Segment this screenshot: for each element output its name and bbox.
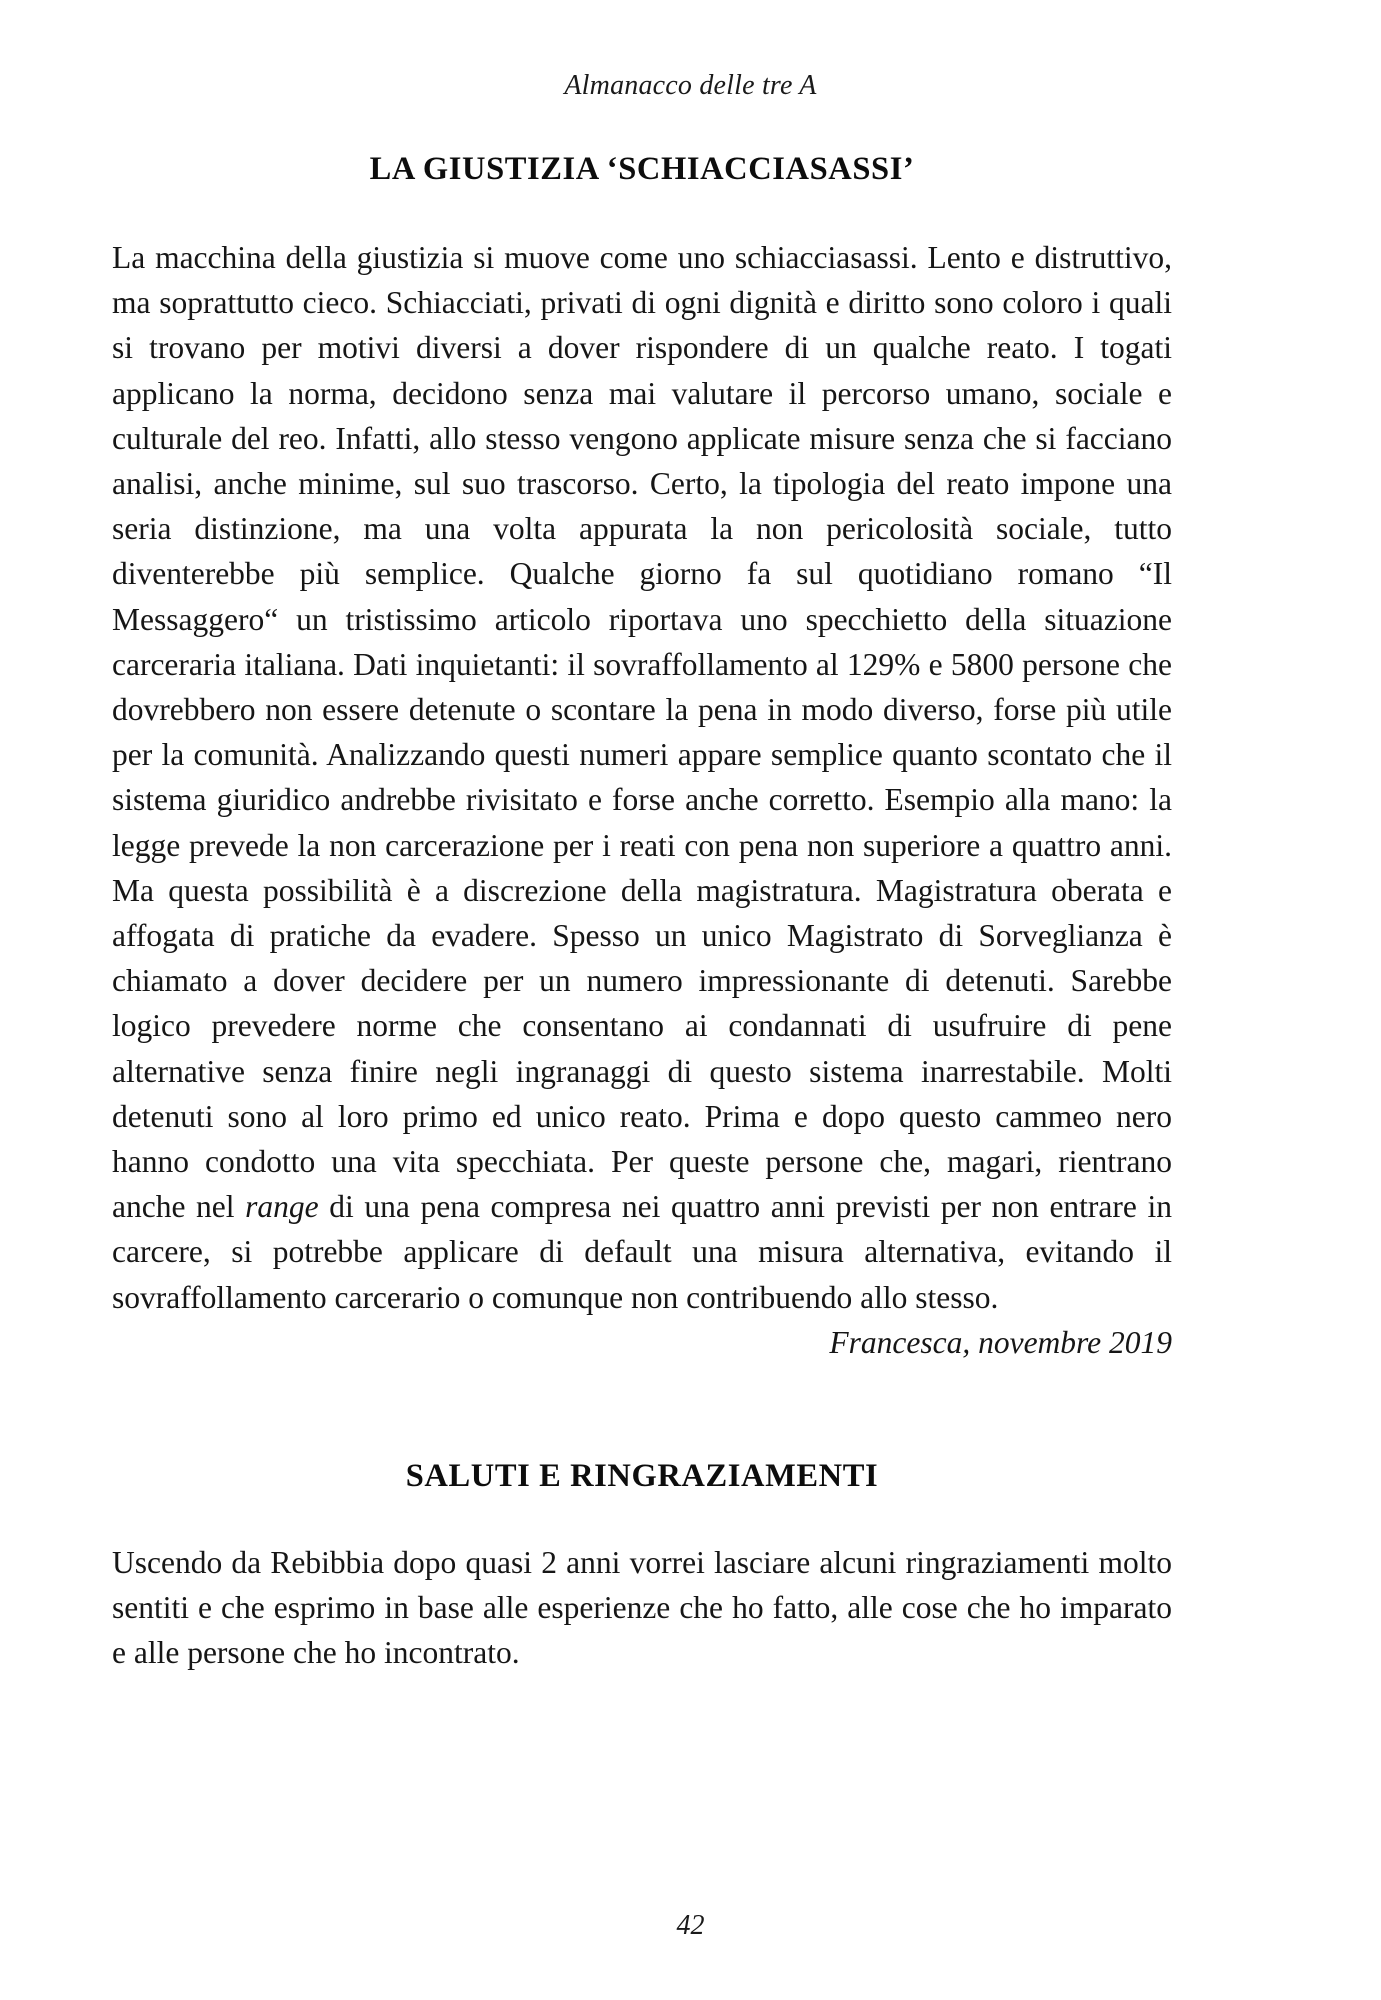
article-body-saluti: Uscendo da Rebibbia dopo quasi 2 anni vorrei lasciare alcuni ringraziamenti molto sentiti e che esprimo in base alle esperienze che ho fatto, alle cose che ho imparato e alle persone che ho incontrato. bbox=[112, 1545, 1172, 1671]
article-signature: Francesca, novembre 2019 bbox=[829, 1324, 1172, 1360]
article-body-lead: La macchina della giustizia si muove come uno schiacciasassi. Lento e distruttivo, ma soprattutto cieco. Schiacciati, privati di ogni dignità e diritto sono coloro i quali si trovano per motivi diversi a dover rispondere di un qualche reato. I togati applicano la norma, decidono senza mai valutare il percorso umano, sociale e culturale del reo. Infatti, allo stesso vengono applicate misure senza che si facciano analisi, anche minime, sul suo trascorso. Certo, la tipologia del reato impone una seria distinzione, ma una volta appurata la non pericolosità sociale, tutto diventerebbe più semplice. Qualche giorno fa sul quotidiano romano “Il Messaggero“ un tristissimo articolo riportava uno specchietto della situazione carceraria italiana. Dati inquietanti: il sovraffollamento al 129% e 5800 persone che dovrebbero non essere detenute o scontare la pena in modo diverso, forse più utile per la comunità. Analizzando questi numeri appare semplice quanto scontato che il sistema giuridico andrebbe rivisitato e forse anche corretto. Esempio alla mano: la legge prevede la non carcerazione per i reati con pena non superiore a quattro anni. Ma questa possibilità è a discrezione della magistratura. Magistratura oberata e affogata di pratiche da evadere. Spesso un unico Magistrato di Sorveglianza è chiamato a dover decidere per un numero impressionante di detenuti. Sarebbe logico prevedere norme che consentano ai condannati di usufruire di pene alternative senza finire negli ingranaggi di questo sistema inarrestabile. Molti detenuti sono al loro primo ed unico reato. Prima e dopo questo cammeo nero hanno condotto una vita specchiata. Per queste persone che, magari, rientrano anche nel bbox=[112, 240, 1172, 1225]
page-number: 42 bbox=[676, 1910, 705, 1941]
article-body-giustizia bbox=[112, 235, 1172, 1320]
article-body-tail: di una pena compresa nei quattro anni previsti per non entrare in carcere, si potrebbe applicare di default una misura alternativa, evitando il sovraffollamento carcerario o comunque non contribuendo allo stesso. bbox=[112, 1189, 1172, 1315]
section-heading-saluti: SALUTI E RINGRAZIAMENTI bbox=[405, 1458, 879, 1495]
running-head: Almanacco delle tre A bbox=[564, 70, 817, 101]
section-heading-giustizia: LA GIUSTIZIA ‘SCHIACCIASASSI’ bbox=[369, 151, 915, 187]
article-body-italic-term: range bbox=[245, 1189, 319, 1225]
page-content bbox=[112, 150, 1172, 1676]
